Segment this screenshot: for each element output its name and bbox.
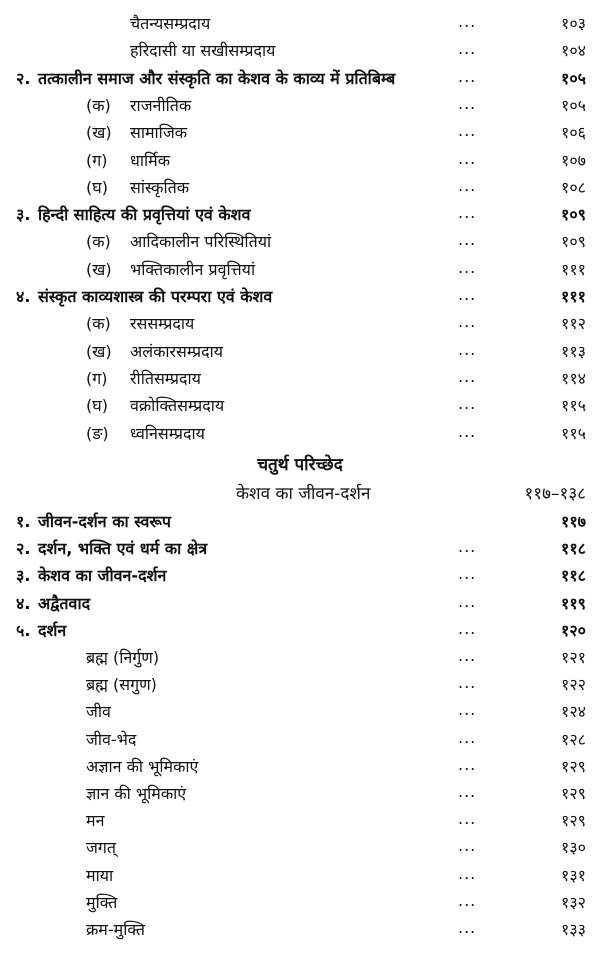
entry-page: १०९ (561, 232, 586, 252)
entry-page: १११ (561, 287, 586, 306)
toc-entry (0, 592, 600, 619)
toc-entry (0, 203, 600, 230)
toc-entry (0, 149, 600, 176)
chapter-page-range: ११७–१३८ (524, 484, 586, 504)
entry-title (86, 918, 145, 940)
entry-page: १२९ (561, 756, 586, 776)
entry-page: १०५ (561, 68, 586, 88)
entry-title-text: हिन्दी साहित्य की प्रवृत्तियां एवं केशव (38, 205, 251, 225)
leader-dots: ... (458, 618, 477, 638)
entry-page: १२४ (561, 702, 586, 722)
entry-label: (ग) (86, 368, 108, 388)
entry-title (86, 673, 157, 695)
leader-dots: ... (458, 754, 477, 774)
entry-title-text: धार्मिक (130, 150, 170, 170)
toc-entry (0, 510, 600, 537)
toc-entry (0, 700, 600, 727)
entry-page: १०६ (561, 123, 586, 143)
entry-page: १३२ (561, 892, 586, 912)
leader-dots: ... (458, 230, 477, 250)
entry-title-text: जीव-भेद (86, 729, 137, 749)
chapter-title: केशव का जीवन-दर्शन (236, 484, 371, 504)
entry-page: १०३ (561, 14, 586, 33)
leader-dots: ... (458, 66, 477, 86)
entry-title-text: हरिदासी या सखीसम्प्रदाय (130, 41, 276, 61)
toc-entry (0, 864, 600, 891)
leader-dots: ... (458, 394, 477, 414)
toc-entry (0, 285, 600, 312)
entry-title (86, 176, 189, 198)
leader-dots: ... (458, 591, 477, 611)
entry-title (86, 367, 201, 389)
leader-dots: ... (458, 93, 477, 113)
entry-number: २. (16, 539, 31, 559)
entry-page: १२१ (561, 648, 586, 667)
toc-entry (0, 537, 600, 564)
leader-dots: ... (458, 312, 477, 332)
entry-title (86, 836, 116, 858)
leader-dots: ... (458, 782, 477, 801)
entry-title (86, 700, 111, 722)
entry-title (86, 94, 191, 116)
entry-label: (ख) (86, 341, 112, 361)
leader-dots: ... (458, 890, 477, 910)
toc-entry (0, 619, 600, 646)
entry-title (86, 646, 159, 668)
entry-title (130, 39, 275, 61)
toc-entry (0, 836, 600, 863)
toc-entry (0, 312, 600, 339)
leader-dots: ... (458, 700, 477, 720)
entry-page: १०८ (561, 177, 586, 197)
leader-dots: ... (458, 918, 477, 937)
entry-page: ११३ (561, 341, 586, 361)
entry-title-text: ध्वनिसम्प्रदाय (130, 423, 205, 443)
entry-title-text: राजनीतिक (130, 95, 192, 115)
entry-page: १०४ (561, 41, 586, 61)
entry-title (86, 422, 205, 444)
entry-label: (क) (86, 232, 111, 252)
toc-entry (0, 367, 600, 394)
entry-page: १०९ (561, 205, 586, 225)
leader-dots: ... (458, 646, 477, 665)
toc-entry (0, 564, 600, 591)
toc-entry (0, 67, 600, 94)
entry-number: ३. (16, 566, 31, 586)
entry-title-text: ब्रह्म (सगुण) (86, 675, 157, 695)
toc-entry (0, 230, 600, 257)
entry-page: १२२ (561, 675, 586, 695)
entry-number: ३. (16, 205, 31, 225)
entry-page: १०७ (561, 150, 586, 170)
entry-page: १११ (561, 259, 586, 279)
entry-title (86, 891, 117, 913)
leader-dots: ... (458, 564, 477, 584)
entry-page: ११९ (561, 593, 586, 613)
entry-page: ११७ (561, 512, 586, 531)
entry-title-text: तत्कालीन समाज और संस्कृति का केशव के काव्य में प्रतिबिम्ब (38, 68, 396, 88)
entry-title-text: मुक्ति (86, 892, 118, 912)
entry-page: १३० (561, 838, 586, 858)
entry-title (86, 728, 136, 750)
leader-dots: ... (458, 537, 477, 557)
leader-dots: ... (458, 673, 477, 693)
entry-page: ११८ (561, 539, 586, 559)
entry-title (130, 12, 210, 34)
entry-title (86, 864, 113, 886)
entry-label: (घ) (86, 177, 108, 197)
toc-entry (0, 755, 600, 782)
entry-page: १२० (561, 620, 586, 640)
toc-entry (0, 94, 600, 121)
entry-number: ४. (16, 593, 31, 613)
leader-dots: ... (458, 39, 477, 59)
entry-title-text: सांस्कृतिक (130, 177, 190, 197)
toc-entry (0, 176, 600, 203)
entry-title (86, 312, 194, 334)
entry-title-text: केशव का जीवन-दर्शन (38, 566, 167, 586)
entry-title (86, 394, 224, 416)
toc-entry (0, 646, 600, 673)
leader-dots: ... (458, 121, 477, 141)
entry-title-text: ज्ञान की भूमिकाएं (86, 784, 187, 803)
entry-label: (क) (86, 95, 111, 115)
entry-number: ५. (16, 620, 31, 640)
entry-title-text: जीव (86, 702, 111, 722)
entry-page: ११५ (561, 396, 586, 416)
entry-label: (घ) (86, 396, 108, 416)
entry-title (86, 149, 170, 171)
entry-page: ११८ (561, 566, 586, 586)
entry-page: १२९ (561, 784, 586, 803)
entry-title-text: मन (86, 811, 105, 831)
entry-label: (ख) (86, 259, 112, 279)
entry-title (86, 230, 271, 252)
entry-number: ४. (16, 287, 31, 306)
toc-entry (0, 39, 600, 66)
toc-entry (0, 728, 600, 755)
entry-title-text: रीतिसम्प्रदाय (130, 368, 201, 388)
leader-dots: ... (458, 257, 477, 277)
entry-title-text: दर्शन, भक्ति एवं धर्म का क्षेत्र (38, 539, 208, 559)
toc-entry (0, 782, 600, 809)
entry-page: १२९ (561, 811, 586, 831)
leader-dots: ... (458, 809, 477, 829)
entry-page: १३१ (561, 865, 586, 885)
leader-dots: ... (458, 203, 477, 223)
entry-page: १०५ (561, 95, 586, 115)
entry-title (38, 537, 207, 559)
entry-title-text: भक्तिकालीन प्रवृत्तियां (130, 259, 256, 279)
entry-title-text: सामाजिक (130, 123, 187, 143)
toc-entry (0, 918, 600, 945)
leader-dots: ... (458, 727, 477, 747)
entry-title (38, 510, 171, 532)
entry-title (38, 203, 250, 225)
toc-entry (0, 891, 600, 918)
entry-title-text: अज्ञान की भूमिकाएं (86, 756, 199, 776)
entry-label: (क) (86, 314, 111, 334)
entry-title-text: ब्रह्म (निर्गुण) (86, 648, 160, 667)
entry-title-text: क्रम-मुक्ति (86, 920, 146, 939)
leader-dots: ... (458, 339, 477, 359)
entry-title-text: दर्शन (38, 620, 67, 640)
chapter-heading: चतुर्थ परिच्छेद (257, 455, 343, 475)
leader-dots: ... (458, 836, 477, 856)
leader-dots: ... (458, 863, 477, 883)
entry-title-text: अद्वैतवाद (38, 593, 91, 613)
entry-number: १. (16, 512, 31, 531)
entry-label: (ङ) (86, 423, 109, 443)
leader-dots: ... (458, 421, 477, 441)
entry-label: (ग) (86, 150, 108, 170)
entry-title (86, 258, 255, 280)
leader-dots: ... (458, 12, 477, 31)
entry-title (38, 619, 66, 641)
entry-title (38, 592, 90, 614)
entry-page: ११४ (561, 368, 586, 388)
toc-entry (0, 121, 600, 148)
leader-dots: ... (458, 285, 477, 304)
entry-number: २. (16, 68, 31, 88)
toc-entry (0, 340, 600, 367)
entry-title-text: रससम्प्रदाय (130, 314, 195, 334)
entry-title (38, 564, 166, 586)
toc-entry (0, 422, 600, 449)
leader-dots: ... (458, 366, 477, 386)
entry-title (86, 755, 198, 777)
entry-title-text: माया (86, 865, 114, 885)
entry-title-text: जीवन-दर्शन का स्वरूप (38, 512, 171, 531)
entry-page: ११५ (561, 423, 586, 443)
toc-entry (0, 394, 600, 421)
entry-title-text: चैतन्यसम्प्रदाय (130, 14, 211, 33)
entry-title (38, 67, 395, 89)
leader-dots: ... (458, 148, 477, 168)
toc-entry (0, 258, 600, 285)
toc-entry (0, 809, 600, 836)
toc-entry (0, 12, 600, 39)
leader-dots: ... (458, 175, 477, 195)
entry-title-text: संस्कृत काव्यशास्त्र की परम्परा एवं केशव (38, 287, 273, 306)
entry-title-text: आदिकालीन परिस्थितियां (130, 232, 272, 252)
entry-title-text: अलंकारसम्प्रदाय (130, 341, 223, 361)
entry-title (86, 782, 186, 804)
entry-page: १२८ (561, 729, 586, 749)
entry-page: ११२ (561, 314, 586, 334)
toc-entry (0, 673, 600, 700)
entry-title (86, 340, 223, 362)
entry-title (86, 809, 104, 831)
entry-title-text: वक्रोक्तिसम्प्रदाय (130, 396, 225, 416)
entry-title (38, 285, 272, 307)
entry-title (86, 121, 187, 143)
entry-page: १३३ (561, 920, 586, 939)
entry-label: (ख) (86, 123, 112, 143)
entry-title-text: जगत् (86, 838, 117, 858)
